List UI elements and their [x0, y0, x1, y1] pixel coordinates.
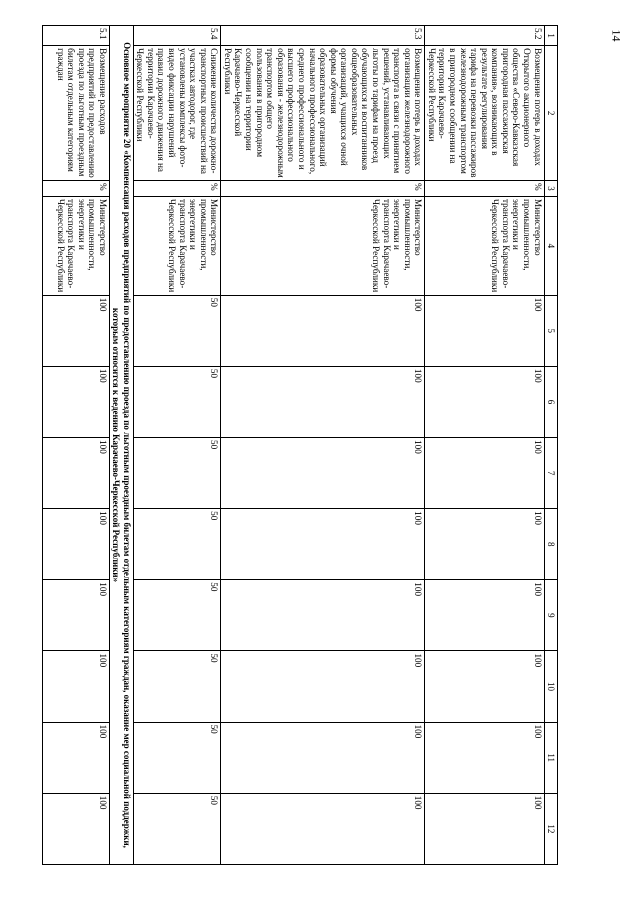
section-row	[110, 26, 134, 865]
row-value: 100	[221, 722, 425, 793]
row-name: Возмещение расходов предприятий по предоставлению проезда по льготным проездным билетам отдельным категориям граждан	[43, 46, 110, 181]
row-value: 100	[425, 366, 544, 437]
row-value: 50	[133, 722, 221, 793]
row-value: 50	[133, 793, 221, 864]
row-value: 100	[43, 580, 110, 651]
row-name: Снижение количества дорожно-транспортных происшествий на участках автодорог, где установлены комплексы фото-видео фиксации нарушений правил дорожного движения на территории Карачаево-Черкесской Республики	[133, 46, 221, 181]
row-executor: Министерство промышленности, энергетики и транспорта Карачаево-Черкесской Республики	[43, 196, 110, 295]
col-header: 2	[544, 46, 557, 181]
row-value: 100	[425, 509, 544, 580]
row-unit: %	[221, 181, 425, 197]
row-value: 100	[221, 793, 425, 864]
row-name: Возмещение потерь в доходах Открытого акционерного общества «Северо-Кавказская пригородная пассажирская компания», возникающих в результате регулирования тарифа на перевозки пассажиров железнодорожным транспортом в пригородном сообщении на территории Карачаево-Черкесской Республики	[425, 46, 544, 181]
row-value: 50	[133, 366, 221, 437]
row-unit: %	[133, 181, 221, 197]
row-value: 50	[133, 580, 221, 651]
row-value: 50	[133, 509, 221, 580]
row-unit: %	[425, 181, 544, 197]
row-value: 100	[43, 722, 110, 793]
row-name: Возмещение потерь в доходах организации железнодорожного транспорта в связи с принятием решений, устанавливающих льготы по тарифам на проезд обучающихся и воспитанников общеобразовательных организаций, учащихся очной формы обучения образовательных организаций начального профессионального, среднего профессионального и высшего профессионального образования - железнодорожным транспортом общего пользования в пригородном сообщении на территории Карачаево-Черкесской Республики	[221, 46, 425, 181]
row-value: 100	[425, 580, 544, 651]
col-header: 4	[544, 196, 557, 295]
section-title: Основное мероприятие 20 «Компенсация расходов предприятий по предоставлению проезда по льготным проездным билетам отдельным категориям граждан, оказание мер социальной поддержки, которым относится к ведению Карачаево-Черкесской Республики»	[110, 26, 134, 865]
table-row	[221, 26, 425, 865]
row-value: 100	[425, 793, 544, 864]
table-row	[43, 26, 110, 865]
row-number: 5.1	[43, 26, 110, 46]
row-value: 100	[425, 438, 544, 509]
header-row	[544, 26, 557, 865]
row-value: 50	[133, 295, 221, 366]
col-header: 9	[544, 580, 557, 651]
row-value: 100	[425, 722, 544, 793]
row-value: 100	[221, 438, 425, 509]
row-value: 100	[221, 580, 425, 651]
row-value: 100	[43, 295, 110, 366]
row-value: 100	[43, 793, 110, 864]
row-value: 100	[221, 651, 425, 722]
document-sheet	[55, 25, 558, 865]
col-header: 11	[544, 722, 557, 793]
col-header: 3	[544, 181, 557, 197]
col-header: 12	[544, 793, 557, 864]
indicators-table	[42, 25, 558, 865]
row-number: 5.2	[425, 26, 544, 46]
col-header: 7	[544, 438, 557, 509]
row-value: 100	[221, 295, 425, 366]
row-number: 5.3	[221, 26, 425, 46]
row-value: 100	[43, 366, 110, 437]
page-number: 14	[609, 29, 624, 42]
col-header: 6	[544, 366, 557, 437]
row-value: 100	[43, 509, 110, 580]
row-value: 50	[133, 651, 221, 722]
table-row	[133, 26, 221, 865]
row-value: 50	[133, 438, 221, 509]
row-value: 100	[425, 295, 544, 366]
row-executor: Министерство промышленности, энергетики и транспорта Карачаево-Черкесской Республики	[221, 196, 425, 295]
col-header: 10	[544, 651, 557, 722]
row-value: 100	[425, 651, 544, 722]
row-value: 100	[43, 438, 110, 509]
table-row	[425, 26, 544, 865]
row-value: 100	[221, 509, 425, 580]
col-header: 1	[544, 26, 557, 46]
row-value: 100	[43, 651, 110, 722]
row-unit: %	[43, 181, 110, 197]
row-value: 100	[221, 366, 425, 437]
col-header: 8	[544, 509, 557, 580]
row-number: 5.4	[133, 26, 221, 46]
row-executor: Министерство промышленности, энергетики и транспорта Карачаево-Черкесской Республики	[425, 196, 544, 295]
row-executor: Министерство промышленности, энергетики и транспорта Карачаево-Черкесской Республики	[133, 196, 221, 295]
col-header: 5	[544, 295, 557, 366]
